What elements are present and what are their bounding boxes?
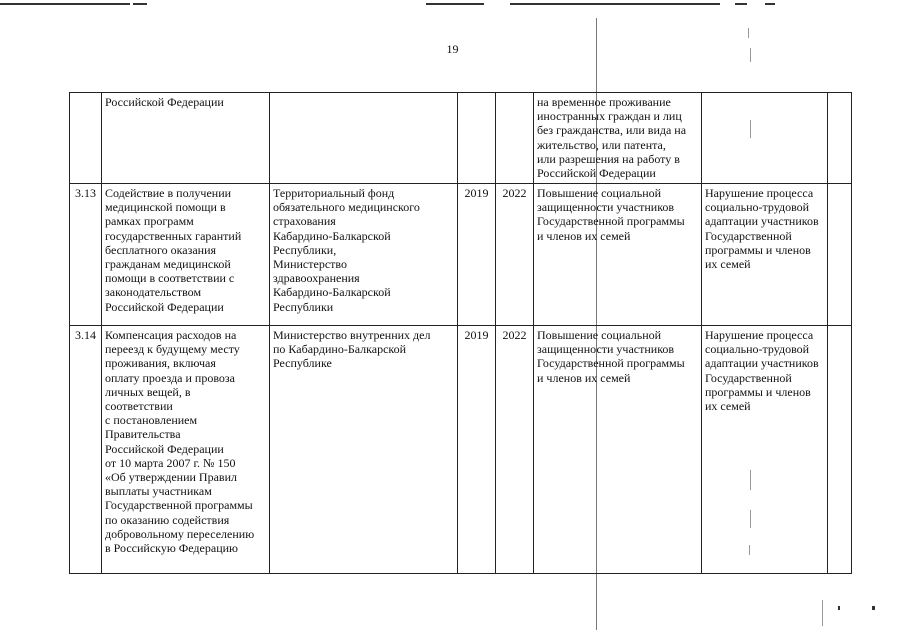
table-row [70, 184, 852, 326]
scan-top-line [510, 3, 720, 5]
scan-top-line [735, 3, 747, 5]
row-number [70, 93, 102, 184]
end-year-cell: 2022 [496, 184, 534, 326]
scan-mark [838, 606, 840, 610]
executor-cell: Территориальный фонд обязательного медицинского страхования Кабардино-Балкарской Республики, Министерство здравоохранения Кабардино-Балкарской Республики [270, 184, 458, 326]
consequence-cell [702, 93, 828, 184]
scan-mark [822, 600, 823, 626]
start-year-cell [458, 93, 496, 184]
end-year-cell [496, 93, 534, 184]
row-number: 3.13 [70, 184, 102, 326]
consequence-cell: Нарушение процесса социально-трудовой адаптации участников Государственной программы и членов их семей [702, 326, 828, 574]
consequence-cell: Нарушение процесса социально-трудовой адаптации участников Государственной программы и членов их семей [702, 184, 828, 326]
scan-mark [872, 606, 875, 610]
empty-cell [828, 184, 852, 326]
scan-mark [748, 28, 749, 38]
scan-top-line [765, 3, 775, 5]
table-row [70, 326, 852, 574]
measure-cell: Российской Федерации [102, 93, 270, 184]
measure-cell: Компенсация расходов на переезд к будущему месту проживания, включая оплату проезда и провоза личных вещей, в соответствии с постановлением Правительства Российской Федерации от 10 марта 2007 г. № 150 «Об утверждении Правил выплаты участникам Государственной программы по оказанию содействия добровольному переселению в Российскую Федерацию [102, 326, 270, 574]
scan-top-line [133, 3, 147, 5]
measure-cell: Содействие в получении медицинской помощи в рамках программ государственных гарантий бесплатного оказания гражданам медицинской помощи в соответствии с законодательством Российской Федерации [102, 184, 270, 326]
page-number: 19 [446, 42, 459, 56]
end-year-cell: 2022 [496, 326, 534, 574]
measures-table [69, 92, 852, 574]
result-cell: Повышение социальной защищенности участников Государственной программы и членов их семей [534, 184, 702, 326]
executor-cell: Министерство внутренних дел по Кабардино-Балкарской Республике [270, 326, 458, 574]
empty-cell [828, 93, 852, 184]
result-cell: Повышение социальной защищенности участников Государственной программы и членов их семей [534, 326, 702, 574]
scan-top-line [426, 3, 484, 5]
executor-cell [270, 93, 458, 184]
result-cell: на временное проживание иностранных граждан и лиц без гражданства, или вида на жительство, или патента, или разрешения на работу в Российской Федерации [534, 93, 702, 184]
table-row [70, 93, 852, 184]
empty-cell [828, 326, 852, 574]
scan-top-line [0, 3, 130, 5]
start-year-cell: 2019 [458, 184, 496, 326]
start-year-cell: 2019 [458, 326, 496, 574]
row-number: 3.14 [70, 326, 102, 574]
